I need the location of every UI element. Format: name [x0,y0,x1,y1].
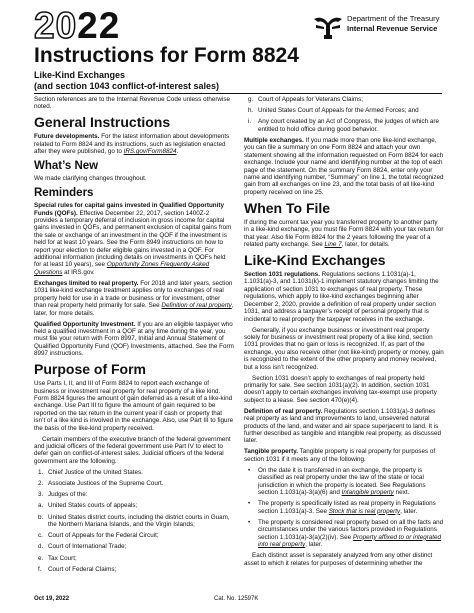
heading-when-to-file: When To File [244,199,331,216]
tangible-text: Tangible property is real property for purposes of section 1031 if it meets any of the following. [244,448,436,463]
list-text: Chief Justice of the United States. [48,468,143,476]
department-name: Department of the Treasury [347,14,440,23]
list-item [34,514,234,529]
list-marker: 3. [38,491,44,499]
list-marker: a. [38,502,44,510]
qof-text: Effective December 22, 2017, section 1400Z-2 provides a temporary deferral of inclusion in gross income for capital gains invested in QOFs, and permanent exclusion of capital gains from the sale or exchange of an investment in the QOF if the investment is held for at least 10 years. See the Form 8949 instructions on how to report your election to defer eligible gains invested in a QOF. For additional information (including details on investments in QOFs held for at least 10 years), see [34,209,232,269]
s1031-text: Regulations sections 1.1031(a)-1, 1.1031(a)-3, and 1.1031(k)-1 implement statutory changes limiting the application of section 1031 to exchanges of real property. These regulations, which apply to like-kind exchanges beginning after December 2, 2020, provide a definition of real property under section 1031, and address a taxpayer’s receipt of personal property that is incidental to real property the taxpayer receives in the exchange. [244,271,439,323]
multiple-exchanges-lead: Multiple exchanges. [244,137,304,145]
list-text: Associate Justices of the Supreme Court. [48,479,164,487]
line-7-link[interactable]: Line 7 [324,241,342,249]
list-text: Court of Appeals for the Federal Circuit; [48,532,159,540]
list-text: Court of Appeals for Veterans Claims; [258,96,363,103]
bullet-end: next. [393,489,410,497]
revision-date: Oct 19, 2022 [34,596,70,602]
subtitle [34,70,219,91]
year-prefix: 20 [34,5,78,46]
future-developments-text: For the latest information about developments related to Form 8824 and its instructions, such as legislation enacted after they were published, go to [34,133,230,156]
left-column [34,96,234,577]
heading-general-instructions: General Instructions [34,114,171,131]
list-item [244,118,444,133]
agency-name: Internal Revenue Service [347,24,438,33]
definition-text: Regulations section 1.1031(a)-3 defines real property as land and improvements to land, unsevered natural products of the land, and water and air space superjacent to land. It is further described as tangible and intangible real property, as discussed later. [244,407,441,445]
bullet-end: , later. [305,541,323,549]
qof-lead: Special rules for capital gains invested in Qualified Opportunity Funds (QOFs). [34,202,224,217]
list-text: United States Court of Appeals for the Armed Forces; and [258,107,419,115]
list-item [244,96,444,103]
when-text: If during the current tax year you transferred property to another party in a like-kind exchange, you must file Form 8824 with your tax return for that year. Also file Form 8824 for the 2 years following the year of a related party exchange. See [244,218,444,249]
purpose-paragraph-1: Use Parts I, II, and III of Form 8824 to report each exchange of business or investment real property for real property of a like kind. Form 8824 figures the amount of gain deferred as a result of a like-kind exchange. Use Part III to figure the amount of gain required to be reported on the tax return in the current year if cash or property that isn’t of a like kind is involved in the exchange. Also, use Part III to figure the basis of the like-kind property received. [34,380,234,432]
general-rule-paragraph: Generally, if you exchange business or investment real property solely for business or investment real property of a like kind, section 1031 provides that no gain or loss is recognized. If, as part of the exchange, you also receive other (not like-kind) property or money, gain is recognized to the extent of the other property and money received, but a loss isn’t recognized. [244,326,444,371]
when-to-file-text [244,219,444,249]
whats-new-text: We made clarifying changes throughout. [34,175,147,183]
list-marker: 1. [38,468,44,476]
definition-lead: Definition of real property. [244,407,323,415]
list-text: Any court created by an Act of Congress, the judges of which are entitled to hold office during good behavior. [258,118,439,133]
qoi-text: If you are an eligible taxpayer who held a qualified investment in a QOF at any time during the year, you must file your return with Form 8997, Initial and Annual Statement of Qualified Opportunity Fund (QOF) Investments, attached. See the Form 8997 instructions. [34,320,234,358]
tangible-lead: Tangible property. [244,448,298,456]
bullet-text: On the date it is transferred in an exchange, the property is classified as real property under the law of the state or local jurisdiction in which the property is located. See Regulations section 1.1031(a)-3(a)(6) and [258,466,426,497]
bullet-icon: • [248,466,251,474]
list-item [34,543,234,550]
list-item [34,532,234,539]
agency-block [347,14,439,34]
list-item [244,107,444,114]
list-item [244,519,444,549]
list-marker: i. [248,118,252,126]
list-text: United States courts of appeals; [48,502,138,510]
future-developments-lead: Future developments. [34,133,100,141]
tangible-bullets [244,467,444,549]
tangible-property [244,448,444,463]
list-item [244,467,444,497]
definition-real-property-link[interactable]: Definition of real property [161,302,232,310]
judicial-officers-list [34,469,234,499]
s1031-lead: Section 1031 regulations. [244,271,320,279]
subtitle-line-1: Like-Kind Exchanges [34,70,126,80]
list-item [34,555,234,562]
heading-purpose-of-form: Purpose of Form [34,361,147,378]
purpose-paragraph-2: Certain members of the executive branch of the federal government and judicial officers of the federal government use Part IV to elect to defer gain on conflict-of-interest sales. Judicial officers of the federal government are the following. [34,435,231,465]
list-marker: h. [248,107,254,115]
when-end: , later, for details. [341,241,390,249]
list-item [34,480,234,487]
section-1031-regulations [244,271,444,323]
real-property-lead: Exchanges limited to real property. [34,279,139,287]
multiple-exchanges-text: If you made more than one like-kind exchange, you can file a summary on one Form 8824 and attach your own statement showing all the information requested on Form 8824 for each exchange. Include your name and identifying number at the top of each page of the statement. On the summary Form 8824, enter only your name and identifying number, “Summary” on line 1, the total recognized gain from all exchanges on line 23, and the total basis of all like-kind property received on line 25. [244,137,444,196]
list-text: Court of Federal Claims; [48,565,117,573]
list-marker: 2. [38,479,44,487]
qof-end: at IRS.gov. [62,268,95,276]
list-item [34,566,234,573]
definition-real-property [244,408,444,445]
intangible-property-link[interactable]: Intangible property [341,489,394,497]
list-text: Tax Court; [48,554,77,562]
list-marker: c. [38,532,43,540]
heading-whats-new: What’s New [34,160,99,173]
courts-sublist-continued [244,96,444,133]
list-item [34,502,234,509]
bullet-icon: • [248,500,251,508]
qof-reminder [34,202,234,276]
bullet-icon: • [248,518,251,526]
section-1031-exclusions: Section 1031 doesn’t apply to exchanges of real property held primarily for sale. See section 1031(a)(2). In addition, section 1031 doesn’t apply to certain exchanges involving tax-exempt use property subject to a lease. See section 470(e)(4). [244,374,437,404]
list-marker: g. [248,96,254,103]
list-item [34,469,234,476]
qoi-reminder [34,321,234,358]
distinct-asset-paragraph: Each distinct asset is separately analyzed from any other distinct asset to which it relates for purposes of determining whether the [244,552,433,567]
real-property-reminder [34,280,234,317]
catalog-number: Cat. No. 12597K [214,596,259,602]
list-marker: b. [38,513,44,521]
heading-reminders: Reminders [34,187,94,200]
list-text: Court of International Trade; [48,543,127,551]
subtitle-line-2: (and section 1043 conflict-of-interest sales) [34,80,220,91]
future-developments: Future developments. For the latest information about developments related to Form 8824 and its instructions, such as legislation enacted after they were published, go to IRS.gov/Form8824. [34,133,230,156]
list-item [244,500,444,515]
bullet-text: The property is considered real property based on all the facts and circumstances under the various factors provided in Regulations section 1.1031(a)-3(a)(2)(iv). See [258,518,444,541]
header-divider [34,93,442,94]
property-affixed-link[interactable]: Property affixed to or integrated into real property [258,533,442,549]
tax-year [34,6,120,46]
year-suffix: 22 [77,5,121,46]
stock-real-property-link[interactable]: Stock that is real property [328,507,401,515]
opportunity-zones-faq-link[interactable]: Opportunity Zones Frequently Asked Questions [34,261,210,276]
list-text: United States district courts, including the district courts in Guam, the Northern Mariana Islands, and the Virgin Islands; [48,513,230,528]
list-item [34,491,234,498]
list-text: Judges of the: [48,491,88,499]
real-property-end: , later, for more details. [34,302,234,317]
qoi-lead: Qualified Opportunity Investment. [34,320,136,328]
list-marker: d. [38,543,44,551]
form8824-link[interactable]: IRS.gov/Form8824 [123,148,177,156]
irs-eagle-logo-icon [312,13,344,41]
page-title: Instructions for Form 8824 [34,44,299,67]
list-marker: e. [38,554,44,562]
right-column [244,96,444,571]
multiple-exchanges [244,137,444,196]
real-property-text: For 2018 and later years, section 1031 like-kind exchange treatment applies only to exchanges of real property held for use in a trade or business or for investment, other than real property held primarily for sale. See [34,279,233,310]
list-marker: f. [38,565,42,573]
courts-sublist [34,502,234,573]
intro-text: Section references are to the Internal Revenue Code unless otherwise noted. [34,96,231,111]
bullet-text: The property is specifically listed as real property in Regulations section 1.1031(a)-3. See [258,500,436,515]
bullet-end: , later. [400,507,418,515]
heading-like-kind-exchanges: Like-Kind Exchanges [244,252,386,269]
